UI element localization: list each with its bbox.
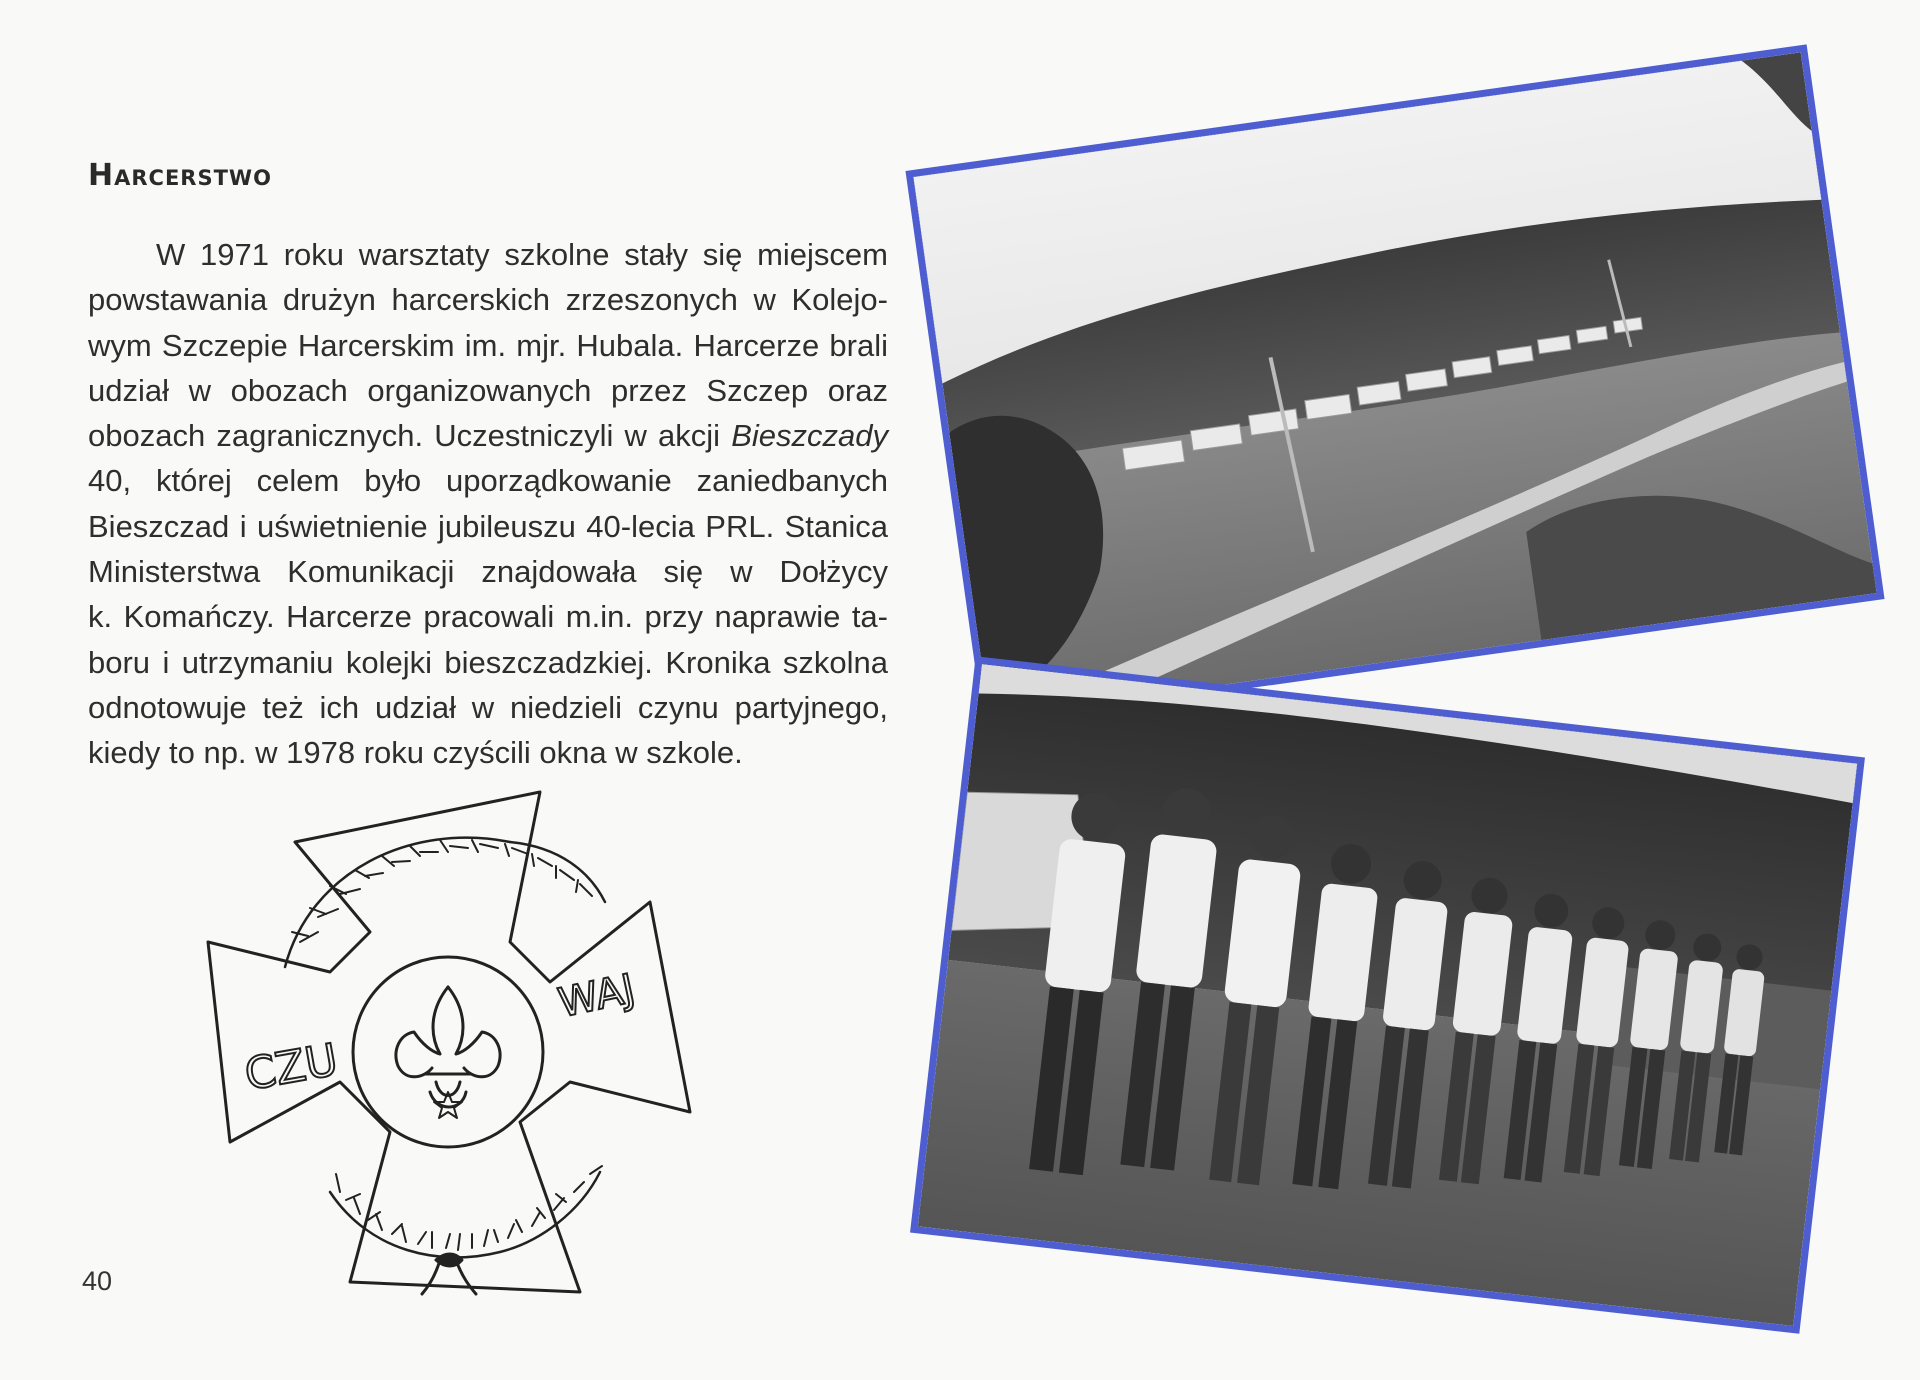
text-line: udział w obozach organizowanych przez Szczep oraz <box>88 372 888 408</box>
text-line: k. Komańczy. Harcerze pracowali m.in. przy naprawie ta- <box>88 599 888 635</box>
text-line: 40, której celem było uporządkowanie zaniedbanych <box>88 463 888 499</box>
text-line <box>88 413 888 458</box>
text-fragment: obozach zagranicznych. Uczestniczyli w akcji <box>88 418 732 454</box>
text-line: Bieszczad i uświetnienie jubileuszu 40-lecia PRL. Stanica <box>88 508 888 544</box>
section-heading: Harcerstwo <box>88 158 272 194</box>
emblem-left-text: CZU <box>241 1034 342 1101</box>
italic-term: Bieszczady <box>731 418 888 454</box>
scout-cross-emblem-icon <box>200 782 710 1302</box>
text-line: kiedy to np. w 1978 roku czyścili okna w szkole. <box>88 735 743 771</box>
scouts-lineup-photo <box>910 656 1865 1334</box>
text-line: odnotowuje też ich udział w niedzieli czynu partyjnego, <box>88 689 888 725</box>
text-line: W 1971 roku warsztaty szkolne stały się miejscem <box>156 237 888 272</box>
text-line: powstawania drużyn harcerskich zrzeszonych w Kolejo- <box>88 282 888 318</box>
text-line: Ministerstwa Komunikacji znajdowała się w Dołżycy <box>88 554 888 590</box>
emblem-right-text: WAJ <box>554 965 639 1027</box>
body-paragraph <box>88 232 888 776</box>
camp-landscape-photo <box>905 44 1884 725</box>
camp-landscape-photo-icon <box>913 52 1876 717</box>
page-number: 40 <box>82 1266 113 1296</box>
text-line: wym Szczepie Harcerskim im. mjr. Hubala. Harcerze brali <box>88 327 888 363</box>
text-line: boru i utrzymaniu kolejki bieszczadzkiej. Kronika szkolna <box>88 644 888 680</box>
scouts-lineup-photo-icon <box>918 664 1857 1326</box>
